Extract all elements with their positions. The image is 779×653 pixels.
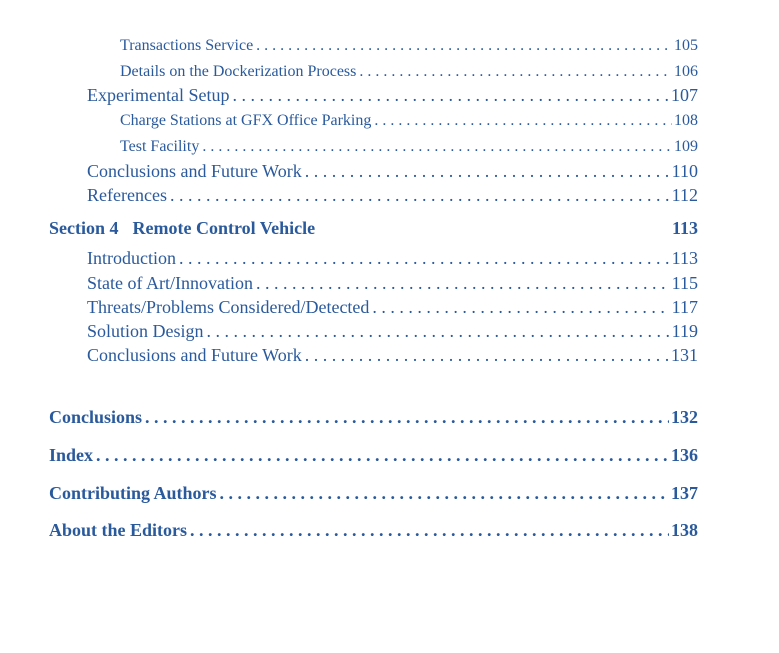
toc-leader-dots	[256, 37, 672, 55]
toc-leader-dots	[207, 321, 670, 342]
toc-leader-dots	[374, 112, 672, 130]
toc-entry-title: Transactions Service	[120, 37, 254, 54]
toc-entry-title: Test Facility	[120, 138, 200, 155]
section-heading-label	[49, 218, 315, 239]
toc-entry-page: 119	[671, 321, 698, 341]
toc-entry-page: 112	[671, 185, 698, 205]
toc-leader-dots	[202, 138, 672, 156]
toc-leader-dots	[359, 63, 672, 81]
toc-entry-page: 110	[671, 161, 698, 181]
toc-entry-page: 113	[671, 248, 698, 268]
section-number: Section 4	[49, 218, 119, 238]
section-page: 113	[671, 218, 698, 238]
toc-entry[interactable]	[87, 297, 698, 318]
toc-entry-title: Introduction	[87, 248, 176, 268]
toc-entry[interactable]	[87, 273, 698, 294]
toc-entry-page: 137	[671, 483, 698, 503]
toc-entry-page: 106	[674, 63, 698, 80]
toc-entry[interactable]	[87, 321, 698, 342]
toc-entry[interactable]	[87, 345, 698, 366]
toc-entry-page: 117	[671, 297, 698, 317]
toc-entry[interactable]	[87, 85, 698, 106]
toc-entry-title: Threats/Problems Considered/Detected	[87, 297, 370, 317]
toc-entry[interactable]	[120, 63, 698, 81]
toc-entry-page: 109	[674, 138, 698, 155]
toc-entry[interactable]	[87, 248, 698, 269]
toc-entry-title: Charge Stations at GFX Office Parking	[120, 112, 372, 129]
toc-leader-dots	[232, 85, 669, 106]
toc-entry-title: About the Editors	[49, 520, 188, 540]
toc-entry-page: 136	[671, 445, 698, 465]
section-title: Remote Control Vehicle	[132, 218, 316, 238]
toc-entry[interactable]	[49, 483, 698, 504]
toc-entry[interactable]	[49, 445, 698, 466]
toc-leader-dots	[256, 273, 670, 294]
toc-entry[interactable]	[120, 138, 698, 156]
toc-entry[interactable]	[49, 407, 698, 428]
toc-entry-title: State of Art/Innovation	[87, 273, 253, 293]
toc-entry[interactable]	[87, 161, 698, 182]
toc-leader-dots	[96, 445, 669, 466]
toc-entry-title: Conclusions and Future Work	[87, 161, 302, 181]
toc-entry-title: Contributing Authors	[49, 483, 217, 503]
toc-entry-title: Experimental Setup	[87, 85, 230, 105]
toc-leader-dots	[305, 161, 670, 182]
toc-entry-page: 107	[671, 85, 698, 105]
toc-entry[interactable]	[120, 37, 698, 55]
toc-entry-title: Index	[49, 445, 94, 465]
toc-entry-page: 115	[671, 273, 698, 293]
toc-leader-dots	[190, 520, 669, 541]
toc-entry-title: References	[87, 185, 167, 205]
toc-entry-page: 132	[671, 407, 698, 427]
toc-entry-title: Conclusions and Future Work	[87, 345, 302, 365]
toc-entry[interactable]	[87, 185, 698, 206]
toc-entry-title: Details on the Dockerization Process	[120, 63, 357, 80]
toc-entry-title: Conclusions	[49, 407, 143, 427]
toc-entry-page: 138	[671, 520, 698, 540]
toc-entry-page: 108	[674, 112, 698, 129]
toc-leader-dots	[179, 248, 670, 269]
toc-leader-dots	[145, 407, 669, 428]
toc-entry-page: 105	[674, 37, 698, 54]
toc-leader-dots	[372, 297, 669, 318]
toc-leader-dots	[305, 345, 669, 366]
toc-entry[interactable]	[120, 112, 698, 130]
toc-leader-dots	[170, 185, 670, 206]
toc-entry[interactable]	[49, 520, 698, 541]
toc-leader-dots	[220, 483, 669, 504]
toc-entry-page: 131	[671, 345, 698, 365]
section-heading[interactable]	[49, 218, 698, 239]
toc-entry-title: Solution Design	[87, 321, 204, 341]
